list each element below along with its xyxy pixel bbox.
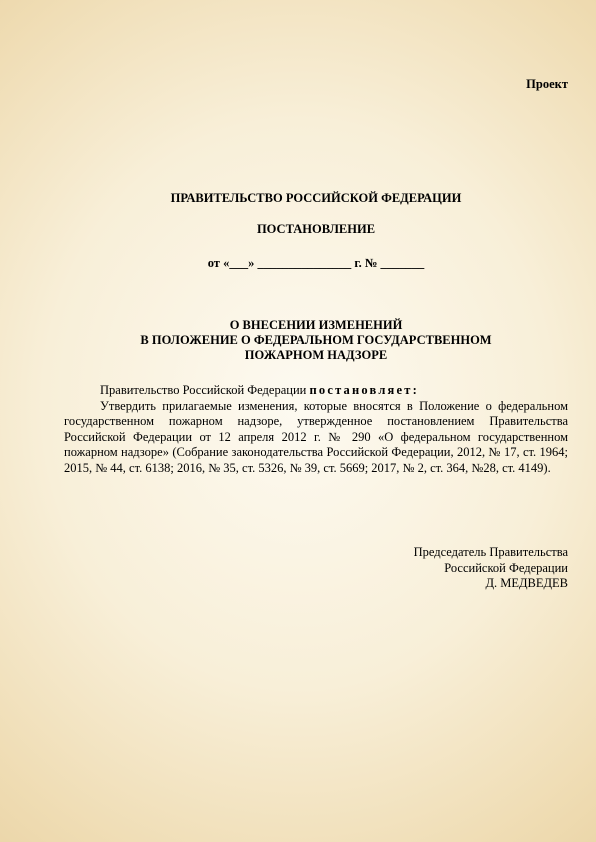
- subject-line-2: В ПОЛОЖЕНИЕ О ФЕДЕРАЛЬНОМ ГОСУДАРСТВЕННОМ: [140, 333, 492, 347]
- draft-label: Проект: [526, 77, 568, 91]
- signature-name: Д. МЕДВЕДЕВ: [485, 576, 568, 590]
- signature-line-1: Председатель Правительства: [413, 545, 568, 559]
- main-paragraph: Утвердить прилагаемые изменения, которые вносятся в Положение о федеральном государственном пожарном надзоре, утвержденное постановлением Правительства Российской Федерации от 12 апреля 2012 г. № 290 «О федеральном государственном пожарном надзоре» (Собрание законодательства Российской Федерации, 2012, № 17, ст. 1964; 2015, № 44, ст. 6138; 2016, № 35, ст. 5326, № 39, ст. 5669; 2017, № 2, ст. 364, №28, ст. 4149).: [64, 398, 568, 475]
- resolves-text: постановляет:: [309, 383, 419, 397]
- signature-block: [414, 545, 568, 592]
- document-body: [64, 383, 568, 476]
- government-title: ПРАВИТЕЛЬСТВО РОССИЙСКОЙ ФЕДЕРАЦИИ: [170, 191, 462, 205]
- preamble-text: Правительство Российской Федерации: [100, 383, 310, 397]
- document-kind: ПОСТАНОВЛЕНИЕ: [256, 222, 376, 236]
- subject-line-3: ПОЖАРНОМ НАДЗОРЕ: [244, 348, 388, 362]
- document-subject: [64, 318, 568, 363]
- signature-line-2: Российской Федерации: [444, 560, 568, 575]
- subject-line-1: О ВНЕСЕНИИ ИЗМЕНЕНИЙ: [229, 318, 403, 332]
- date-number-line: от «___» _______________ г. № _______: [207, 256, 425, 270]
- preamble-paragraph: [64, 383, 568, 399]
